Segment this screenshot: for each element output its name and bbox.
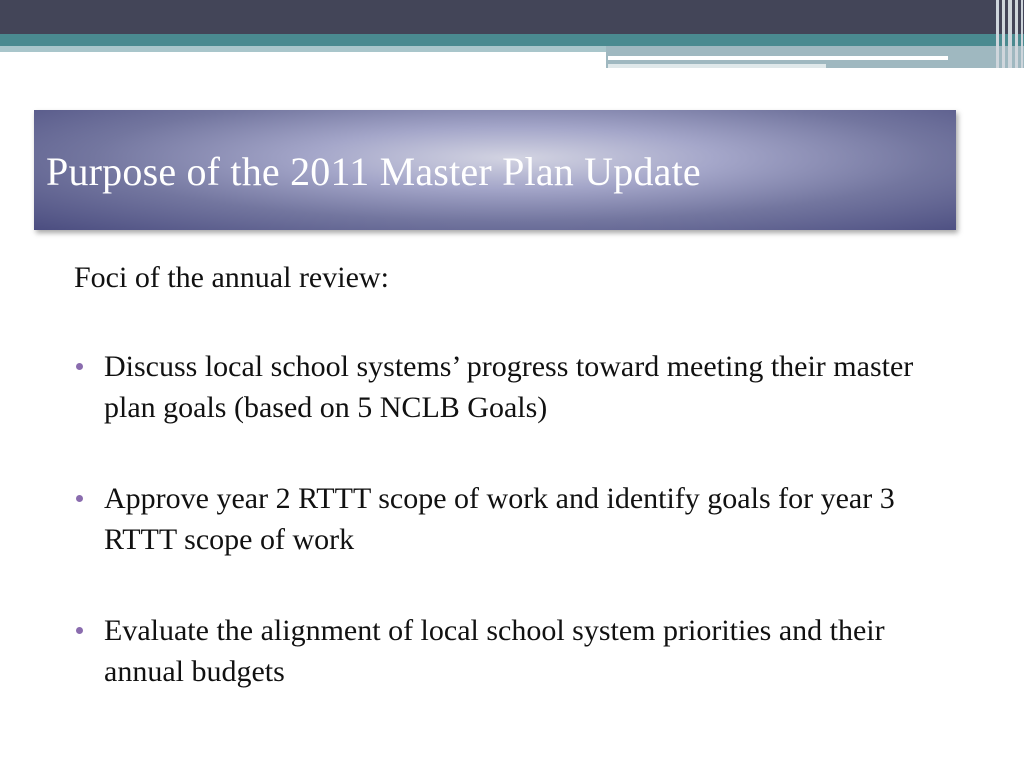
teal-accent-band (0, 34, 1024, 46)
vertical-stripe (996, 0, 999, 68)
bullet-text: Discuss local school systems’ progress toward meeting their master plan goals (based on 5 NCLB Goals) (104, 350, 914, 424)
vertical-stripe (1015, 0, 1018, 68)
slide-title: Purpose of the 2011 Master Plan Update (46, 149, 701, 194)
bullet-list (74, 346, 954, 692)
intro-text: Foci of the annual review: (74, 261, 389, 294)
decorative-line (608, 56, 948, 60)
decorative-line (608, 64, 826, 68)
vertical-stripe (1002, 0, 1005, 68)
bullet-dot-icon (76, 627, 83, 634)
slide-body (74, 258, 954, 742)
bullet-item (74, 610, 954, 692)
bullet-text: Approve year 2 RTTT scope of work and identify goals for year 3 RTTT scope of work (104, 482, 895, 556)
bullet-item (74, 346, 954, 428)
bullet-item (74, 478, 954, 560)
top-header-band (0, 0, 1024, 34)
vertical-stripes-decoration (994, 0, 1024, 68)
light-teal-stripe (0, 46, 606, 52)
bullet-dot-icon (76, 495, 83, 502)
bullet-dot-icon (76, 363, 83, 370)
title-banner (34, 110, 956, 230)
vertical-stripe (1021, 0, 1023, 68)
bullet-text: Evaluate the alignment of local school system priorities and their annual budgets (104, 614, 885, 688)
vertical-stripe (1008, 0, 1012, 68)
